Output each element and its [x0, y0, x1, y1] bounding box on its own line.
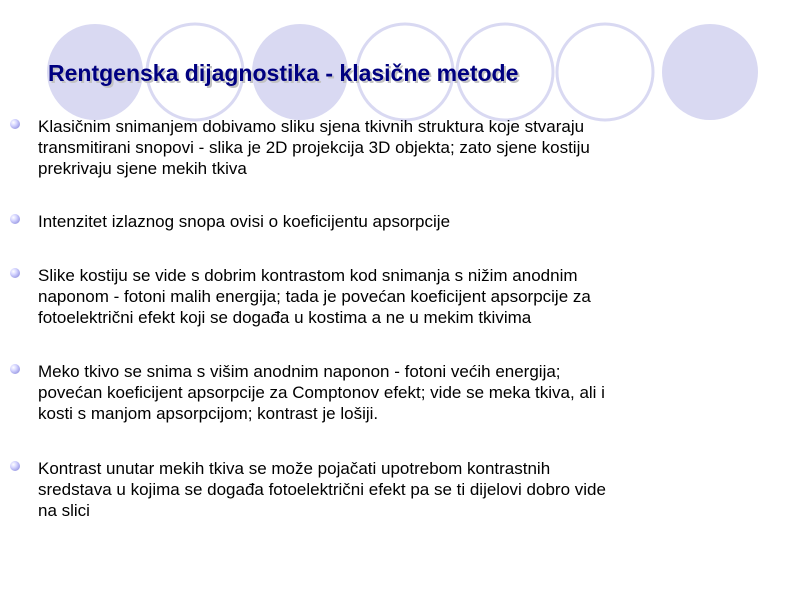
bullet-text: Klasičnim snimanjem dobivamo sliku sjena tkivnih struktura koje stvaraju transmitirani snopovi - slika je 2D projekcija 3D objekta; zato sjene kostiju prekrivaju sjene mekih tkiva [38, 117, 590, 178]
bullet-item-1 [38, 116, 788, 179]
bullet-circle-icon [10, 364, 20, 374]
bullet-text: Intenzitet izlaznog snopa ovisi o koeficijentu apsorpcije [38, 212, 451, 231]
bullet-item-2 [38, 211, 788, 232]
bullet-text: Slike kostiju se vide s dobrim kontrastom kod snimanja s nižim anodnim naponom - fotoni malih energija; tada je povećan koeficijent apsorpcije za fotoelektrični efekt koji se događa u kostima a ne u mekim tkivima [38, 266, 591, 327]
bullet-item-3 [38, 265, 788, 328]
bullet-circle-icon [10, 268, 20, 278]
bullet-item-4 [38, 361, 788, 424]
bullet-item-5 [38, 458, 788, 521]
bullet-circle-icon [10, 461, 20, 471]
bullet-circle-icon [10, 119, 20, 129]
bullet-text: Kontrast unutar mekih tkiva se može pojačati upotrebom kontrastnih sredstava u kojima se događa fotoelektrični efekt pa se ti dijelovi dobro vide na slici [38, 459, 606, 520]
bullet-circle-icon [10, 214, 20, 224]
bullet-text: Meko tkivo se snima s višim anodnim naponon - fotoni većih energija; povećan koeficijent apsorpcije za Comptonov efekt; vide se meka tkiva, ali i kosti s manjom apsorpcijom; kontrast je lošiji. [38, 362, 605, 423]
slide-title: Rentgenska dijagnostika - klasične metode [48, 60, 519, 86]
